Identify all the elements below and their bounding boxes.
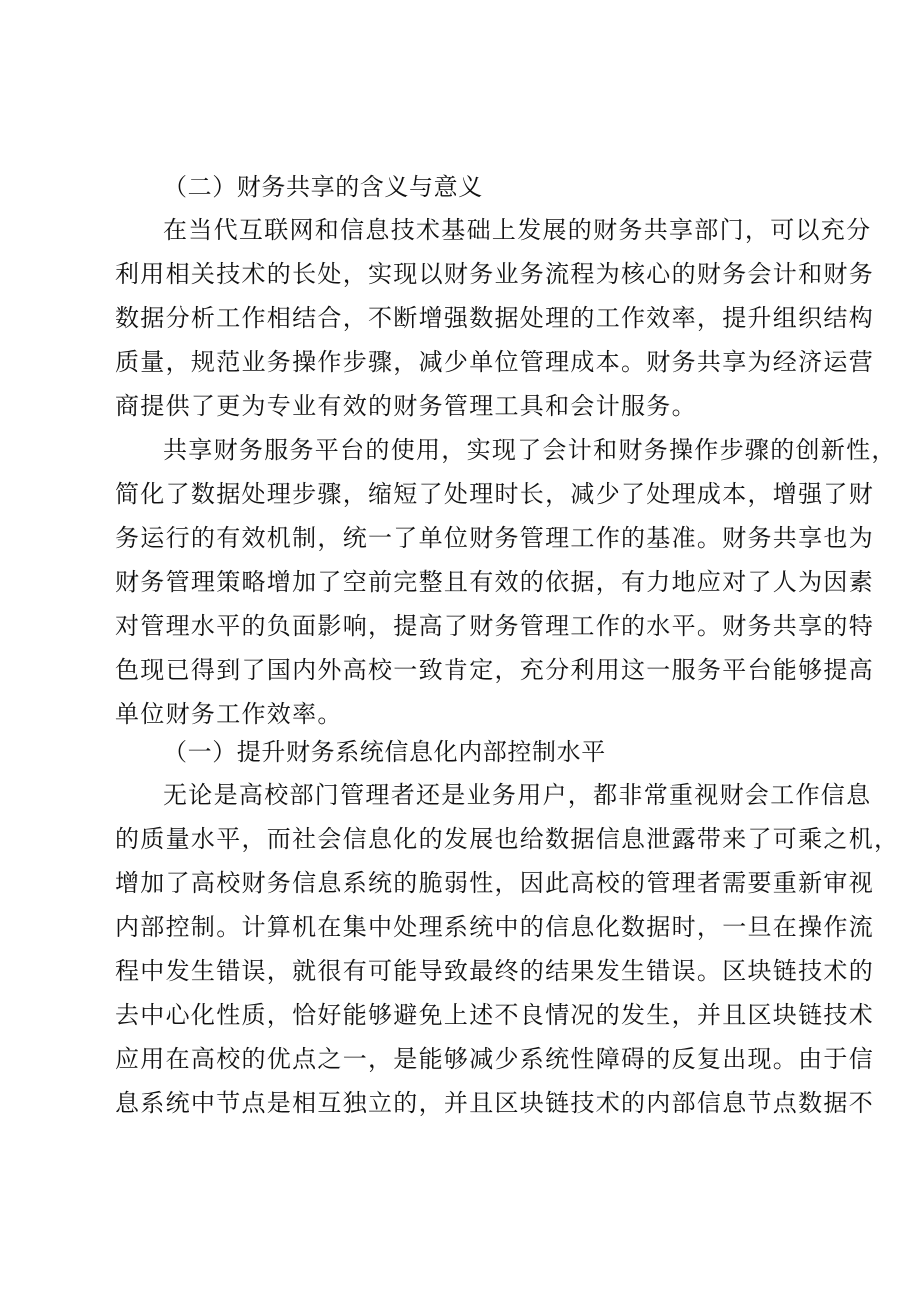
paragraph-line: 务运行的有效机制，统一了单位财务管理工作的基准。财务共享也为 [115,524,874,552]
paragraph-line: 应用在高校的优点之一，是能够减少系统性障碍的反复出现。由于信 [115,1045,874,1073]
paragraph-line: 数据分析工作相结合，不断增强数据处理的工作效率，提升组织结构 [115,304,874,332]
paragraph-line: 在当代互联网和信息技术基础上发展的财务共享部门，可以充分 [163,216,872,244]
paragraph-line: 无论是高校部门管理者还是业务用户，都非常重视财会工作信息 [163,781,872,809]
paragraph-line: 质量，规范业务操作步骤，减少单位管理成本。财务共享为经济运营 [115,348,874,376]
paragraph-line: 简化了数据处理步骤，缩短了处理时长，减少了处理成本，增强了财 [115,480,874,508]
paragraph-line: 程中发生错误，就很有可能导致最终的结果发生错误。区块链技术的 [115,957,874,985]
paragraph-line: 去中心化性质，恰好能够避免上述不良情况的发生，并且区块链技术 [115,1001,874,1029]
paragraph-line: 单位财务工作效率。 [115,700,343,728]
section-heading-internal-control: （一）提升财务系统信息化内部控制水平 [163,738,606,766]
paragraph-line: 共享财务服务平台的使用，实现了会计和财务操作步骤的创新性， [163,436,897,464]
paragraph-line: 利用相关技术的长处，实现以财务业务流程为核心的财务会计和财务 [115,260,874,288]
section-heading-financial-sharing: （二）财务共享的含义与意义 [163,173,483,201]
paragraph-line: 商提供了更为专业有效的财务管理工具和会计服务。 [115,392,697,420]
paragraph-line: 色现已得到了国内外高校一致肯定，充分利用这一服务平台能够提高 [115,656,874,684]
paragraph-line: 财务管理策略增加了空前完整且有效的依据，有力地应对了人为因素 [115,568,874,596]
paragraph-line: 增加了高校财务信息系统的脆弱性，因此高校的管理者需要重新审视 [115,869,874,897]
paragraph-line: 息系统中节点是相互独立的，并且区块链技术的内部信息节点数据不 [115,1089,874,1117]
paragraph-line: 内部控制。计算机在集中处理系统中的信息化数据时，一旦在操作流 [115,913,874,941]
paragraph-line: 对管理水平的负面影响，提高了财务管理工作的水平。财务共享的特 [115,612,874,640]
paragraph-line: 的质量水平，而社会信息化的发展也给数据信息泄露带来了可乘之机， [115,825,900,853]
